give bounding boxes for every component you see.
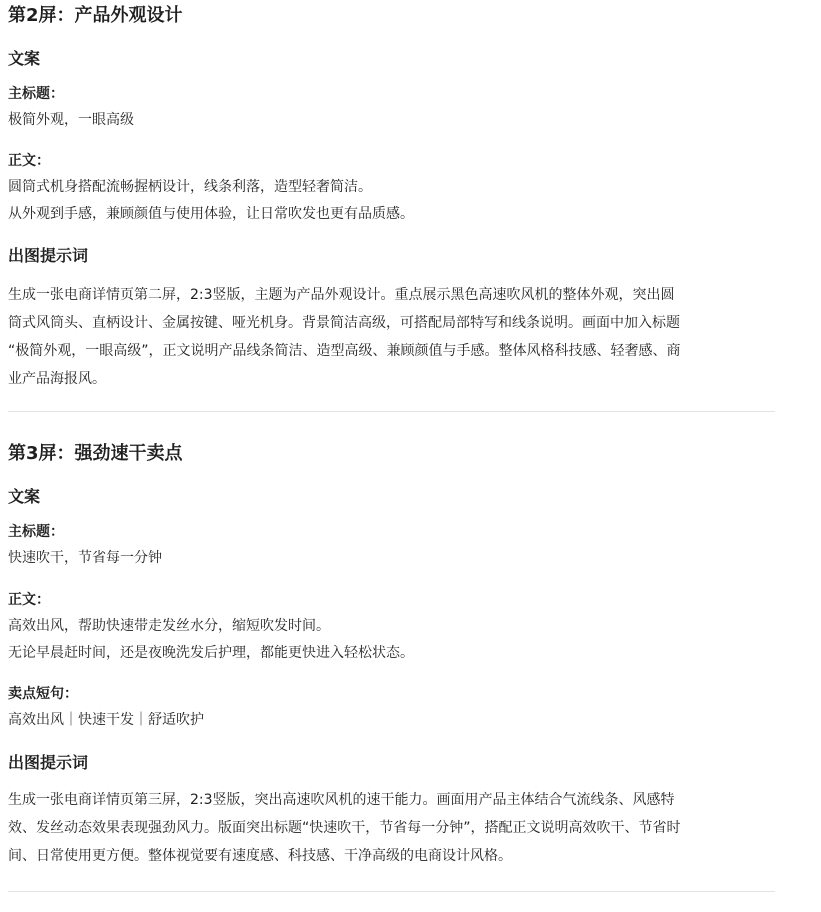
screen-2-prompt-line: 业产品海报风。: [8, 371, 106, 387]
screen-2-copy-heading: 文案: [8, 49, 41, 68]
screen-3-prompt-line: 生成一张电商详情页第三屏，2:3竖版，突出高速吹风机的速干能力。画面用产品主体结合气流线条、风感特: [8, 792, 675, 808]
screen-2-prompt: [8, 281, 778, 393]
screen-2-body-line-1: 圆筒式机身搭配流畅握柄设计，线条利落，造型轻奢简洁。: [8, 179, 372, 195]
screen-3-copy-heading: 文案: [8, 487, 41, 506]
screen-3-title: 第3屏：强劲速干卖点: [8, 443, 183, 464]
section-divider: [8, 891, 775, 892]
screen-3-body-line-1: 高效出风，帮助快速带走发丝水分，缩短吹发时间。: [8, 618, 330, 634]
screen-3-main-title-label: 主标题：: [8, 524, 64, 540]
screen-2-main-title: 极简外观，一眼高级: [8, 112, 134, 128]
section-divider: [8, 411, 775, 412]
screen-2-prompt-line: 生成一张电商详情页第二屏，2:3竖版，主题为产品外观设计。重点展示黑色高速吹风机的整体外观，突出圆: [8, 287, 675, 303]
screen-3-prompt: [8, 786, 778, 870]
screen-3-prompt-line: 间、日常使用更方便。整体视觉要有速度感、科技感、干净高级的电商设计风格。: [8, 848, 512, 864]
screen-2-title: 第2屏：产品外观设计: [8, 5, 183, 26]
screen-2-prompt-line: 筒式风筒头、直柄设计、金属按键、哑光机身。背景简洁高级，可搭配局部特写和线条说明。画面中加入标题: [8, 315, 680, 331]
screen-3-prompt-heading: 出图提示词: [8, 753, 89, 772]
screen-2-prompt-heading: 出图提示词: [8, 246, 89, 265]
screen-2-body-line-2: 从外观到手感，兼顾颜值与使用体验，让日常吹发也更有品质感。: [8, 206, 414, 222]
screen-2-body-label: 正文：: [8, 153, 50, 169]
screen-3-main-title: 快速吹干，节省每一分钟: [8, 550, 162, 566]
screen-3-prompt-line: 效、发丝动态效果表现强劲风力。版面突出标题“快速吹干，节省每一分钟”，搭配正文说明高效吹干、节省时: [8, 820, 681, 836]
screen-2-main-title-label: 主标题：: [8, 86, 64, 102]
screen-3-selling-label: 卖点短句：: [8, 686, 78, 702]
screen-2-prompt-line: “极简外观，一眼高级”，正文说明产品线条简洁、造型高级、兼顾颜值与手感。整体风格科技感、轻奢感、商: [8, 343, 681, 359]
screen-3-selling-points: 高效出风｜快速干发｜舒适吹护: [8, 712, 204, 728]
screen-3-body-label: 正文：: [8, 592, 50, 608]
screen-3-body-line-2: 无论早晨赶时间，还是夜晚洗发后护理，都能更快进入轻松状态。: [8, 645, 414, 661]
